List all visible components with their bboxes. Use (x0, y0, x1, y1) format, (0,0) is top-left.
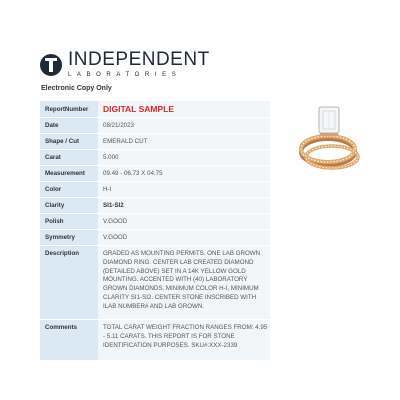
report-label: Color (40, 182, 98, 197)
clarity-value: SI1-SI2 (103, 202, 124, 209)
report-row-measurement (40, 166, 270, 181)
report-label: Date (40, 118, 98, 133)
report-row-color (40, 182, 270, 197)
report-label: Carat (40, 150, 98, 165)
brand-logo (40, 50, 210, 79)
report-label: Symmetry (40, 230, 98, 245)
report-value (98, 198, 270, 213)
report-row-shape (40, 134, 270, 149)
report-label: ReportNumber (40, 101, 98, 117)
report-value: 09.49 - 06.73 X 04.75 (98, 166, 270, 181)
report-value: GRADED AS MOUNTING PERMITS. ONE LAB GROWN DIAMOND RING. CENTER LAB CREATED DIAMOND (DETAILED ABOVE) SET IN A 14K YELLOW GOLD MOUNTING. ACCENTED WITH (40) LABORATORY GROWN DIAMONDS, MINIMUM COLOR H-I, MINIMUM CLARITY SI1-SI2. CENTER STONE INSCRIBED WITH ILAB NUMBER# AND LAB GROWN. (98, 246, 270, 319)
report-value: V.GOOD (98, 214, 270, 229)
report-row-polish (40, 214, 270, 229)
report-label: Description (40, 246, 98, 319)
lab-logo-icon (40, 54, 62, 76)
report-row-symmetry (40, 230, 270, 245)
report-value: 5.000 (98, 150, 270, 165)
report-label: Comments (40, 320, 98, 360)
report-label: Clarity (40, 198, 98, 213)
report-value: EMERALD CUT (98, 134, 270, 149)
report-value: V.GOOD (98, 230, 270, 245)
report-value (98, 101, 270, 117)
report-value: H-I (98, 182, 270, 197)
report-row-date (40, 118, 270, 133)
brand-name: INDEPENDENT (68, 49, 210, 70)
report-row-comments (40, 320, 270, 360)
report-label: Polish (40, 214, 98, 229)
report-row-carat (40, 150, 270, 165)
report-row-clarity (40, 198, 270, 213)
report-row-description (40, 246, 270, 319)
report-label: Shape / Cut (40, 134, 98, 149)
report-table (40, 100, 270, 361)
report-row-number (40, 101, 270, 117)
report-number-value: DIGITAL SAMPLE (103, 104, 174, 114)
electronic-copy-label: Electronic Copy Only (41, 85, 112, 92)
report-value: 08/21/2023 (98, 118, 270, 133)
ring-image (292, 102, 368, 174)
report-value: TOTAL CARAT WEIGHT FRACTION RANGES FROM: 4.95 - 5.11 CARATS. THIS REPORT IS FOR STONE IDENTIFICATION PURPOSES. SKU#:XXX-2339 (98, 320, 270, 360)
report-label: Measurement (40, 166, 98, 181)
brand-subtitle: LABORATORIES (68, 72, 182, 78)
